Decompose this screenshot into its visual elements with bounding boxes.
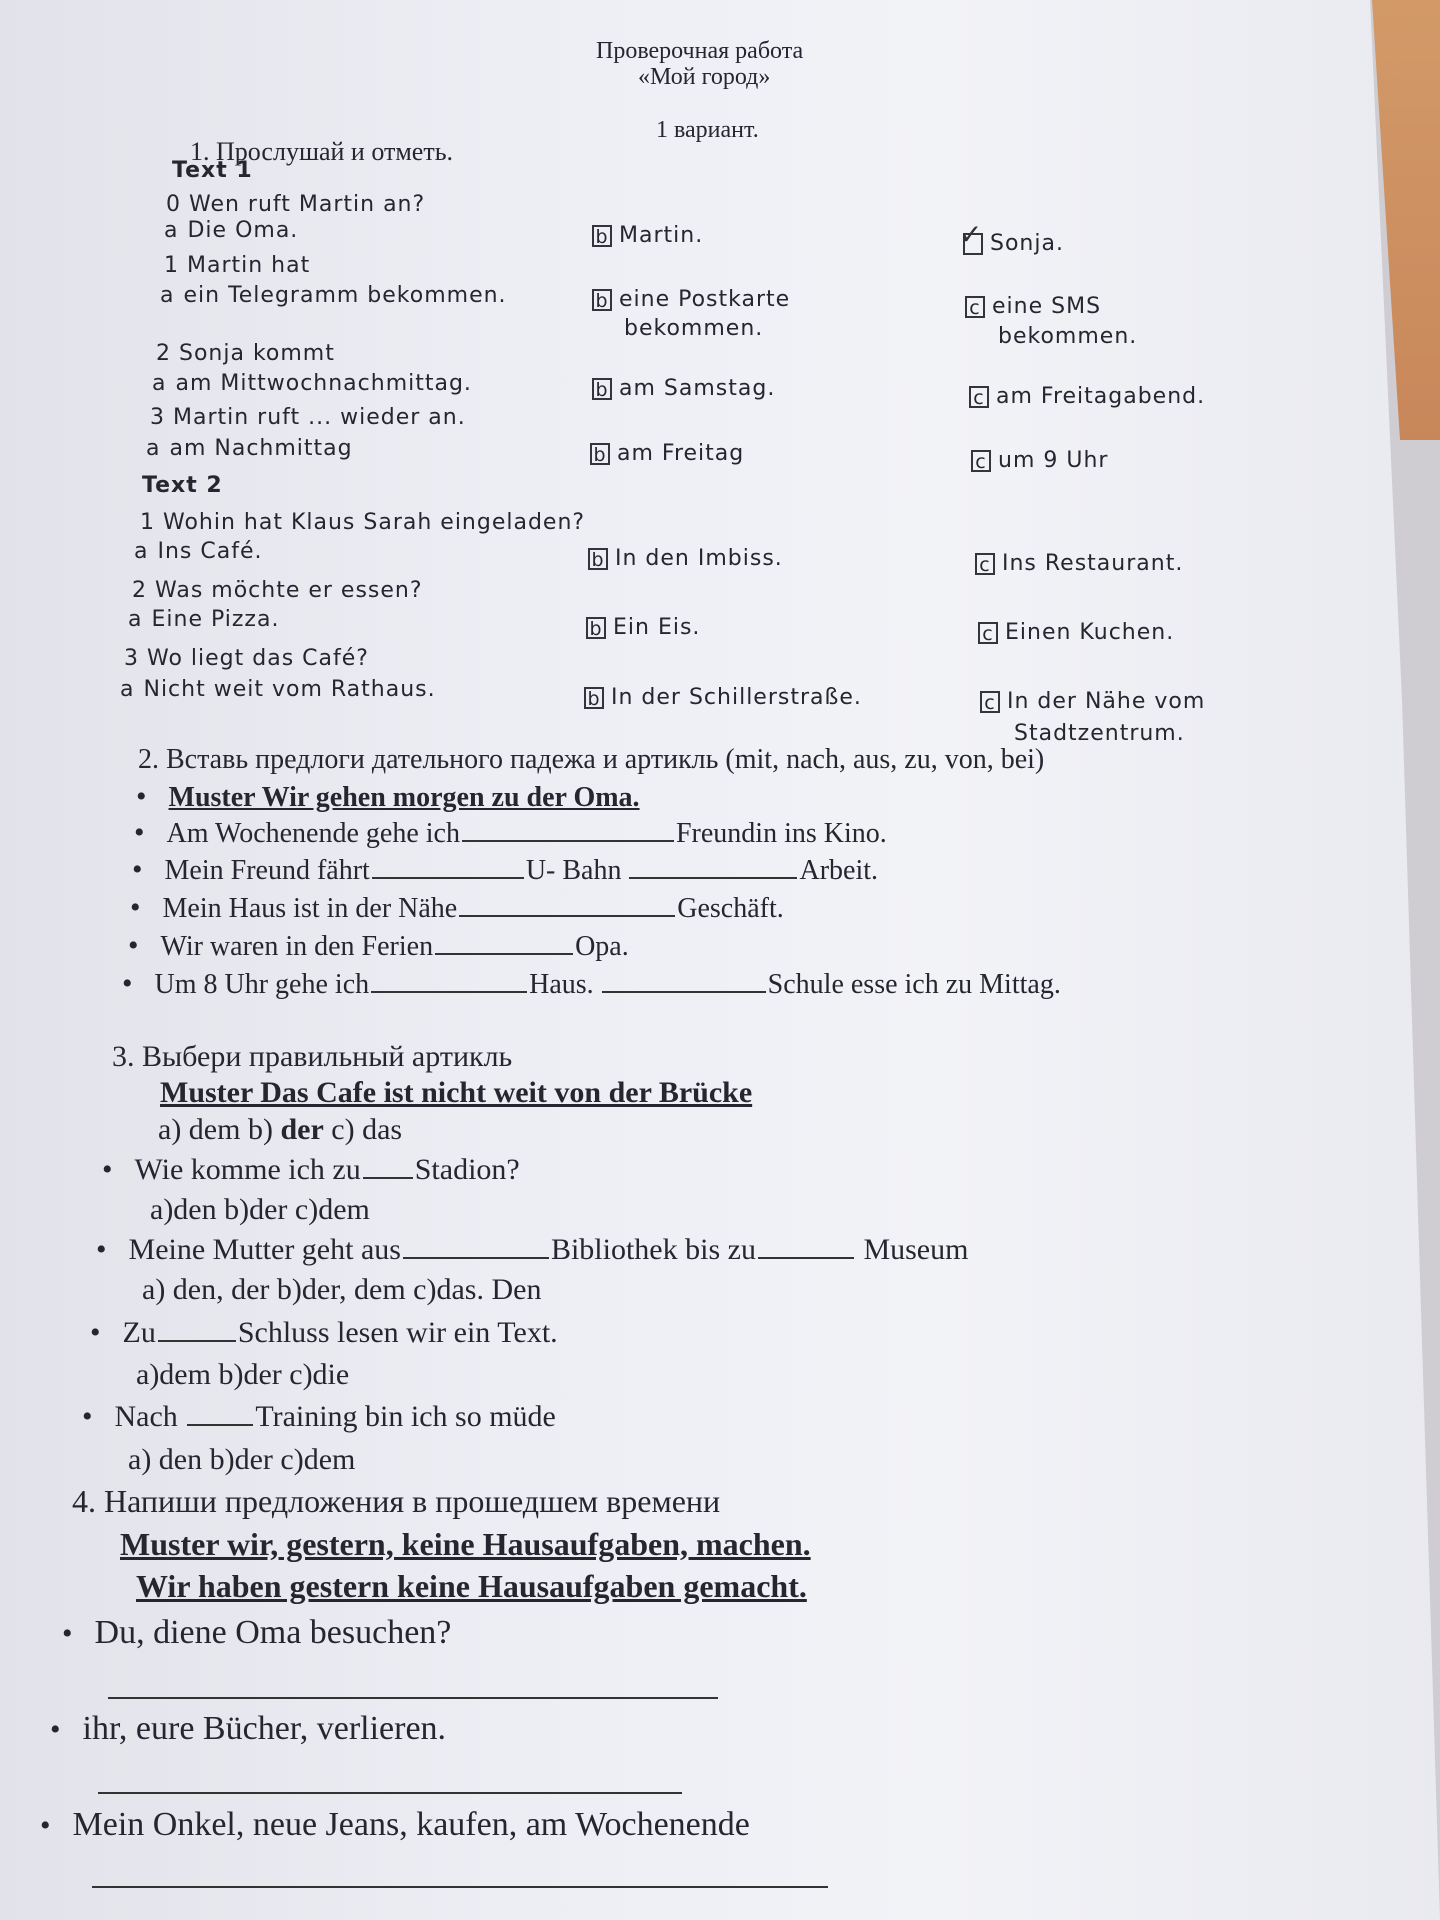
- option-text: Ein Eis.: [613, 615, 701, 640]
- letter-a: a: [120, 677, 135, 702]
- sentence-text: Schule esse ich zu Mittag.: [767, 969, 1061, 1000]
- sentence-text: Mein Freund fährt: [164, 855, 370, 886]
- text2-option-3c[interactable]: [980, 689, 1205, 714]
- option-text: In den Imbiss.: [615, 546, 783, 571]
- sentence-text: Mein Haus ist in der Nähe: [162, 893, 458, 924]
- letter-a: a: [146, 436, 161, 461]
- answer-blank[interactable]: [435, 952, 573, 955]
- option-1a[interactable]: [160, 283, 507, 308]
- task4-sentence-2: [50, 1710, 446, 1748]
- sentence-text: Freundin ins Kino.: [675, 818, 887, 849]
- bullet: •: [62, 1617, 73, 1650]
- sentence-text: Schluss lesen wir ein Text.: [237, 1316, 558, 1349]
- text2-question-2: 2 Was möchte er essen?: [132, 578, 423, 603]
- option-2b[interactable]: [592, 376, 775, 401]
- letter-box-b: b: [590, 443, 610, 465]
- answer-line-1[interactable]: [108, 1697, 718, 1699]
- letter-box-b: b: [586, 617, 606, 639]
- task4-heading: 4. Напиши предложения в прошедшем времени: [72, 1483, 721, 1519]
- sentence-text: Stadion?: [414, 1153, 520, 1186]
- option-3c[interactable]: [971, 448, 1108, 473]
- task2-sentence-1: [134, 816, 887, 850]
- text2-option-1b[interactable]: [588, 546, 783, 571]
- option-text: am Freitagabend.: [996, 384, 1206, 409]
- sentence-text: Zu: [122, 1316, 156, 1349]
- letter-box-c: c: [975, 553, 995, 575]
- option-text: am Mittwochnachmittag.: [175, 371, 472, 396]
- letter-a: a: [134, 539, 149, 564]
- sentence-text: Um 8 Uhr gehe ich: [154, 969, 370, 1000]
- text2-option-1c[interactable]: [975, 551, 1183, 576]
- option-0c[interactable]: [959, 217, 1064, 256]
- sentence-text: Museum: [855, 1233, 969, 1266]
- sentence-text: Meine Mutter geht aus: [128, 1233, 401, 1266]
- sentence-text: Opa.: [575, 931, 629, 962]
- question-1: 1 Martin hat: [164, 253, 311, 278]
- question-0: 0 Wen ruft Martin an?: [166, 192, 426, 217]
- letter-box-b: b: [592, 378, 612, 400]
- option-text: am Nachmittag: [169, 436, 353, 461]
- task3-muster-options: [158, 1113, 402, 1147]
- sentence-text: Geschäft.: [677, 893, 784, 924]
- letter-box-c: c: [965, 296, 985, 318]
- bullet: •: [102, 1153, 113, 1186]
- sentence-text: U- Bahn: [525, 855, 622, 886]
- task2-sentence-2: [132, 853, 878, 887]
- answer-line-3[interactable]: [92, 1886, 828, 1888]
- option-text: Die Oma.: [187, 218, 299, 243]
- option-text: c) das: [323, 1113, 403, 1146]
- text2-option-2a[interactable]: [128, 607, 279, 632]
- text2-label: Text 2: [142, 473, 223, 498]
- sentence-text: Nach: [114, 1400, 186, 1433]
- task4-sentence-3: [40, 1806, 750, 1844]
- text1-label: Text 1: [172, 158, 253, 183]
- sentence-text: ihr, eure Bücher, verlieren.: [82, 1710, 447, 1747]
- letter-a: a: [128, 607, 143, 632]
- option-text: a) dem b): [158, 1113, 281, 1146]
- task4-muster-2: Wir haben gestern keine Hausaufgaben gemacht.: [136, 1568, 807, 1604]
- text2-question-3: 3 Wo liegt das Café?: [124, 646, 369, 671]
- task3-sentence-2: [96, 1233, 968, 1267]
- option-text: Einen Kuchen.: [1005, 620, 1175, 645]
- answer-blank[interactable]: [629, 876, 797, 879]
- letter-box-b: b: [588, 548, 608, 570]
- option-text: In der Nähe vom: [1007, 689, 1206, 714]
- bullet: •: [128, 929, 139, 962]
- task2-heading: 2. Вставь предлоги дательного падежа и артикль (mit, nach, aus, zu, von, bei): [138, 744, 1045, 775]
- option-3a[interactable]: [146, 436, 353, 461]
- letter-box-c: c: [969, 386, 989, 408]
- text2-option-1a[interactable]: [134, 539, 263, 564]
- worksheet-title: Проверочная работа: [596, 38, 804, 64]
- question-2: 2 Sonja kommt: [156, 341, 335, 366]
- answer-blank[interactable]: [758, 1256, 854, 1259]
- letter-a: a: [152, 371, 167, 396]
- letter-box-b: b: [592, 225, 612, 247]
- question-3: 3 Martin ruft ... wieder an.: [150, 405, 466, 430]
- sentence-text: Du, diene Oma besuchen?: [94, 1614, 452, 1651]
- answer-blank[interactable]: [372, 876, 524, 879]
- task3-options-2: a) den, der b)der, dem c)das. Den: [142, 1273, 542, 1306]
- option-text: In der Schillerstraße.: [611, 685, 862, 710]
- bullet: •: [136, 780, 147, 813]
- option-text: der: [280, 1113, 324, 1146]
- option-1b-line2: bekommen.: [624, 316, 764, 341]
- task2-muster-row: [136, 780, 640, 814]
- bullet: •: [134, 816, 145, 849]
- option-0b[interactable]: [592, 223, 703, 248]
- letter-box-c: c: [978, 622, 998, 644]
- sentence-text: Bibliothek bis zu: [550, 1233, 756, 1266]
- option-2c[interactable]: [969, 384, 1205, 409]
- task3-sentence-1: [102, 1153, 520, 1187]
- answer-blank[interactable]: [371, 990, 527, 993]
- task2-sentence-4: [128, 929, 629, 963]
- text2-option-2b[interactable]: [586, 615, 700, 640]
- task3-sentence-4: [82, 1400, 556, 1434]
- variant-label: 1 вариант.: [656, 117, 759, 143]
- option-text: ein Telegramm bekommen.: [183, 283, 507, 308]
- worksheet-subtitle: «Мой город»: [638, 64, 771, 90]
- task3-options-3: a)dem b)der c)die: [136, 1358, 350, 1391]
- task3-heading: 3. Выбери правильный артикль: [112, 1040, 513, 1073]
- bullet: •: [40, 1809, 51, 1842]
- sentence-text: Haus.: [529, 969, 594, 1000]
- option-0a[interactable]: [164, 218, 298, 243]
- option-text: Nicht weit vom Rathaus.: [143, 677, 436, 702]
- bullet: •: [50, 1713, 61, 1746]
- answer-blank[interactable]: [158, 1339, 236, 1342]
- bullet: •: [90, 1316, 101, 1349]
- text2-question-1: 1 Wohin hat Klaus Sarah eingeladen?: [140, 510, 586, 535]
- task4-muster-1: Muster wir, gestern, keine Hausaufgaben, machen.: [120, 1526, 811, 1562]
- answer-blank[interactable]: [363, 1176, 413, 1179]
- option-text: Ins Café.: [157, 539, 263, 564]
- letter-box-b: b: [592, 289, 612, 311]
- option-1b[interactable]: [592, 287, 790, 312]
- text2-option-2c[interactable]: [978, 620, 1174, 645]
- option-3b[interactable]: [590, 441, 744, 466]
- option-text: Ins Restaurant.: [1002, 551, 1184, 576]
- task2-muster: Muster Wir gehen morgen zu der Oma.: [168, 782, 640, 813]
- letter-box-c: [959, 217, 984, 255]
- bullet: •: [122, 967, 133, 1000]
- option-2a[interactable]: [152, 371, 472, 396]
- option-text: Sonja.: [990, 231, 1064, 256]
- task1-heading: 1. Прослушай и отметь.: [190, 137, 454, 166]
- option-text: am Freitag: [617, 441, 745, 466]
- task3-muster: Muster Das Cafe ist nicht weit von der Brücke: [160, 1076, 753, 1109]
- answer-blank[interactable]: [462, 839, 674, 842]
- option-text: eine SMS: [992, 294, 1102, 319]
- option-text: um 9 Uhr: [998, 448, 1109, 473]
- answer-blank[interactable]: [403, 1256, 549, 1259]
- bullet: •: [132, 853, 143, 886]
- text2-option-3c-line2: Stadtzentrum.: [1014, 721, 1185, 746]
- answer-line-2[interactable]: [98, 1792, 682, 1794]
- sentence-text: Training bin ich so müde: [255, 1400, 556, 1433]
- bullet: •: [130, 891, 141, 924]
- answer-blank[interactable]: [459, 914, 675, 917]
- option-text: eine Postkarte: [619, 287, 791, 312]
- option-text: Eine Pizza.: [151, 607, 280, 632]
- answer-blank[interactable]: [187, 1423, 253, 1426]
- task3-options-4: a) den b)der c)dem: [128, 1443, 356, 1476]
- task2-sentence-5: [122, 967, 1061, 1001]
- task2-sentence-3: [130, 891, 784, 925]
- answer-blank[interactable]: [602, 990, 766, 993]
- letter-box-c: c: [980, 691, 1000, 713]
- task3-sentence-3: [90, 1316, 558, 1350]
- check-mark-icon: ✓: [959, 217, 984, 251]
- option-text: Martin.: [619, 223, 704, 248]
- option-1c-line2: bekommen.: [998, 324, 1138, 349]
- letter-box-c: c: [971, 450, 991, 472]
- bullet: •: [96, 1233, 107, 1266]
- letter-a: a: [164, 218, 179, 243]
- text2-option-3a[interactable]: [120, 677, 436, 702]
- task3-options-1: a)den b)der c)dem: [150, 1193, 370, 1226]
- option-1c[interactable]: [965, 294, 1101, 319]
- text2-option-3b[interactable]: [584, 685, 862, 710]
- letter-a: a: [160, 283, 175, 308]
- letter-box-b: b: [584, 687, 604, 709]
- task4-sentence-1: [62, 1614, 451, 1652]
- option-text: am Samstag.: [619, 376, 776, 401]
- sentence-text: Wie komme ich zu: [134, 1153, 361, 1186]
- bullet: •: [82, 1400, 93, 1433]
- sentence-text: Mein Onkel, neue Jeans, kaufen, am Wochenende: [72, 1806, 750, 1843]
- sentence-text: Arbeit.: [799, 855, 878, 886]
- sentence-text: Wir waren in den Ferien: [160, 931, 434, 962]
- sentence-text: Am Wochenende gehe ich: [166, 818, 460, 849]
